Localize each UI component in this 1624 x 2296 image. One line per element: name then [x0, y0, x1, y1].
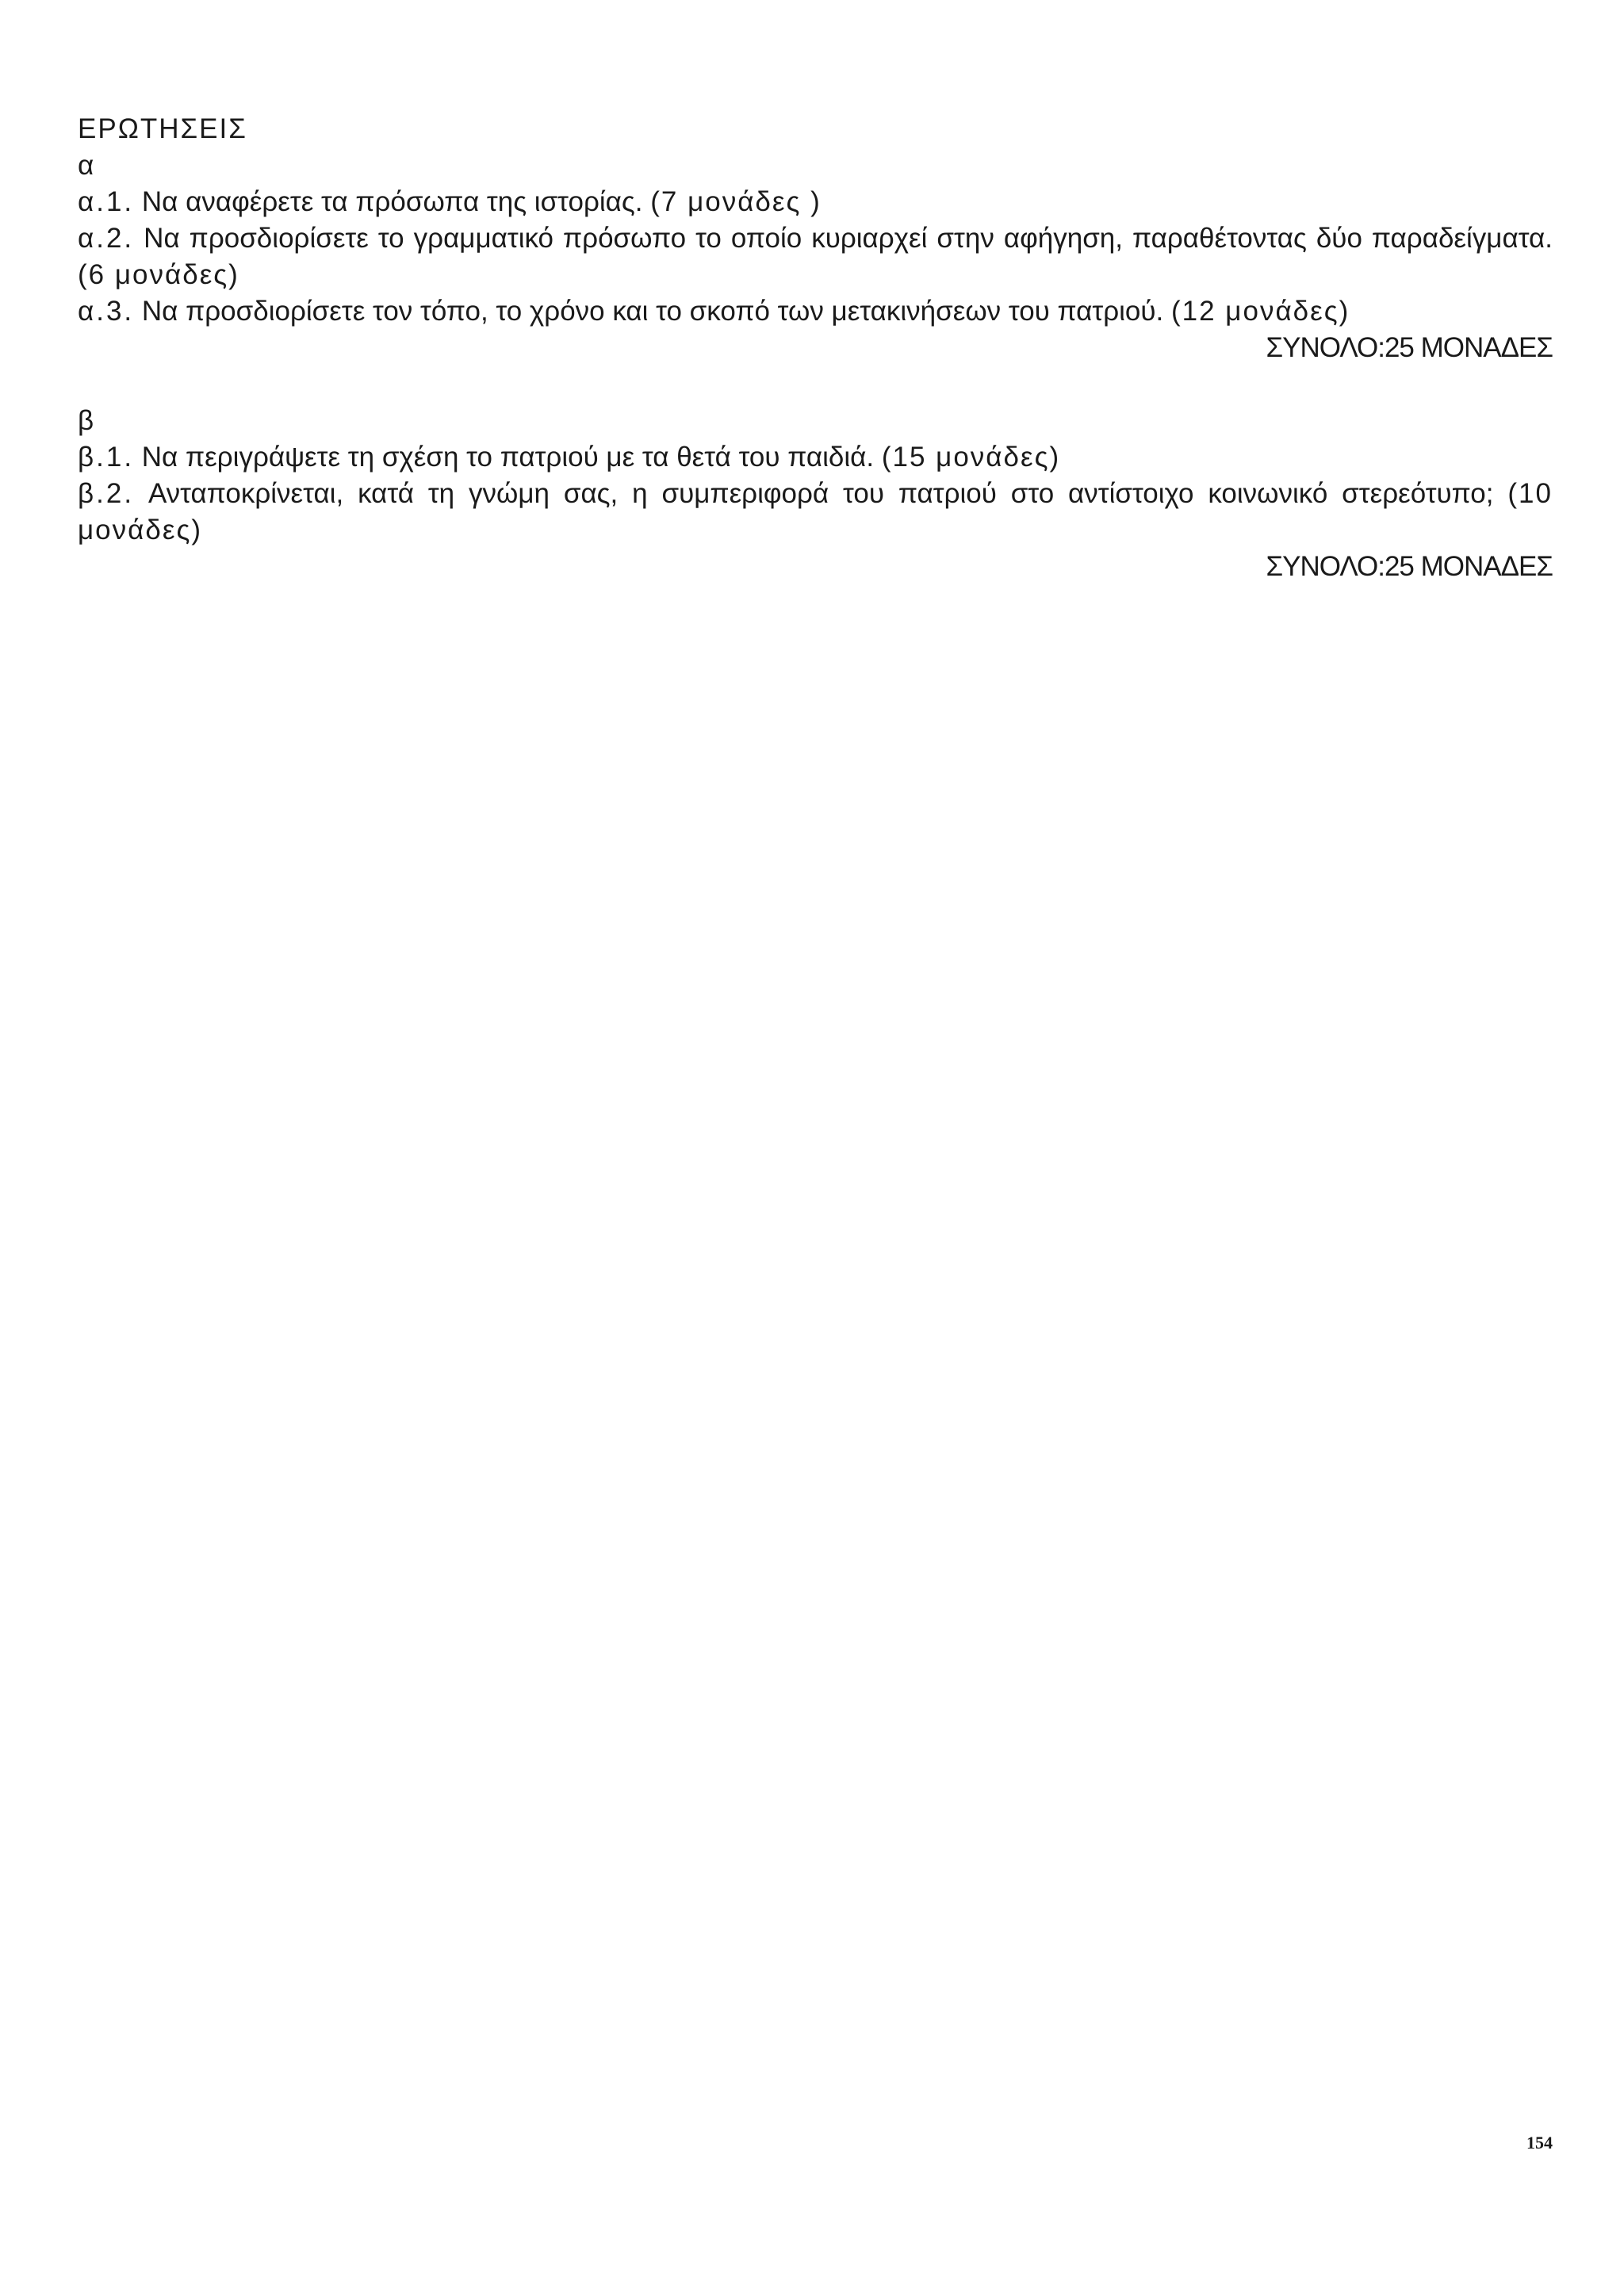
question-marks: (6 μονάδες): [78, 259, 239, 290]
question-text: Να προσδιορίσετε το γραμματικό πρόσωπο το οποίο κυριαρχεί στην αφήγηση, παραθέτοντας δύο παραδείγματα.: [144, 223, 1553, 254]
question-number: β.2.: [78, 478, 135, 509]
question-text: Να αναφέρετε τα πρόσωπα της ιστορίας.: [141, 186, 643, 217]
question-b2: [78, 476, 1553, 549]
question-b1: [78, 439, 1553, 476]
question-marks: (7 μονάδες ): [650, 186, 822, 217]
question-marks: (15 μονάδες): [881, 442, 1061, 473]
question-text: Να προσδιορίσετε τον τόπο, το χρόνο και το σκοπό των μετακινήσεων του πατριού.: [141, 296, 1164, 327]
section-spacer: [78, 366, 1553, 403]
question-a2: [78, 220, 1553, 293]
question-number: α.2.: [78, 223, 135, 254]
question-text: Ανταποκρίνεται, κατά τη γνώμη σας, η συμπεριφορά του πατριού στο αντίστοιχο κοινωνικό στερεότυπο;: [147, 478, 1494, 509]
question-a3: [78, 293, 1553, 330]
section-a-label: α: [78, 150, 94, 181]
section-b-label: β: [78, 405, 94, 436]
section-b-total: ΣΥΝΟΛΟ:25 ΜΟΝΑΔΕΣ: [1266, 551, 1553, 582]
question-text: Να περιγράψετε τη σχέση το πατριού με τα θετά του παιδιά.: [141, 442, 875, 473]
page-heading: ΕΡΩΤΗΣΕΙΣ: [78, 113, 247, 144]
question-marks: (10 μονάδες): [78, 478, 1553, 545]
document-page: [78, 111, 1553, 585]
question-number: α.3.: [78, 296, 135, 327]
section-a-total: ΣΥΝΟΛΟ:25 ΜΟΝΑΔΕΣ: [1266, 332, 1553, 363]
question-number: α.1.: [78, 186, 135, 217]
question-marks: (12 μονάδες): [1171, 296, 1350, 327]
page-number: 154: [1526, 2133, 1553, 2152]
question-a1: [78, 184, 1553, 220]
question-number: β.1.: [78, 442, 135, 473]
